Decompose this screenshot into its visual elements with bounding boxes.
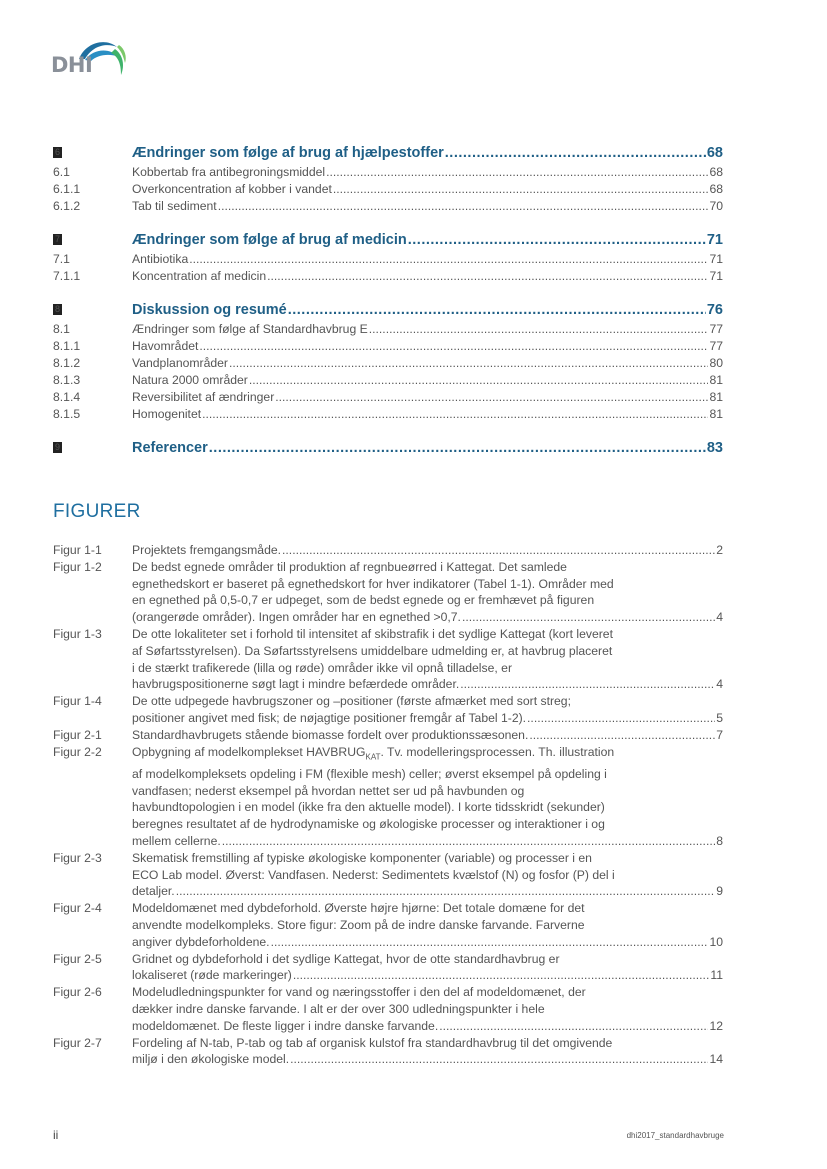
dot-leader: [229, 355, 708, 372]
section-page: 81: [709, 390, 723, 404]
chapter-title: Ændringer som følge af brug af medicin: [132, 232, 407, 248]
figure-caption-line: havbundtopologien i en model (ikke fra den aktuelle model). I korte tidsskridt (sekunder): [132, 800, 605, 815]
figure-entry[interactable]: [53, 693, 723, 727]
figure-caption-line: positioner angivet med fisk; de nøjagtige positioner fremgår af Tabel 1-2).: [132, 710, 527, 725]
dot-leader: [267, 268, 708, 285]
figure-page: 4: [716, 677, 723, 692]
chapter-number: 9: [54, 442, 60, 452]
figure-caption-line: angiver dybdeforholdene.: [132, 934, 270, 949]
table-of-contents: [53, 143, 723, 459]
toc-chapter[interactable]: [53, 438, 723, 458]
figure-caption-line: miljø i den økologiske model.: [132, 1052, 290, 1067]
figure-page: 10: [709, 934, 723, 949]
figure-entry[interactable]: [53, 900, 723, 950]
dot-leader: [439, 1018, 708, 1035]
figure-page: 14: [709, 1052, 723, 1067]
section-page: 68: [709, 165, 723, 179]
dot-leader: [462, 609, 715, 626]
toc-section[interactable]: [53, 355, 723, 372]
figure-entry[interactable]: [53, 984, 723, 1034]
figure-entry[interactable]: [53, 850, 723, 900]
chapter-page: 71: [706, 232, 723, 248]
dot-leader: [529, 727, 715, 744]
section-title: Ændringer som følge af Standardhavbrug E: [132, 322, 368, 336]
toc-section[interactable]: [53, 268, 723, 285]
figure-label: Figur 2-1: [53, 727, 102, 742]
section-number: 6.1: [53, 165, 70, 179]
chapter-title: Diskussion og resumé: [132, 302, 287, 318]
figure-label: Figur 1-3: [53, 626, 102, 641]
figure-entry[interactable]: [53, 951, 723, 985]
logo-text: DHI: [51, 53, 93, 77]
toc-section[interactable]: [53, 251, 723, 268]
section-number: 8.1.5: [53, 407, 81, 421]
figure-entry[interactable]: [53, 559, 723, 626]
dot-leader: [369, 321, 709, 338]
dot-leader: [199, 338, 708, 355]
figure-page: 7: [716, 727, 723, 742]
chapter-number: 8: [54, 304, 60, 314]
figure-caption-line: modeldomænet. De fleste ligger i indre danske farvande.: [132, 1018, 439, 1033]
section-page: 71: [709, 269, 723, 283]
dot-leader: [527, 710, 715, 727]
figures-list: [53, 542, 723, 1068]
figure-caption-line: anvendte modelkompleks. Store figur: Zoom på de indre danske farvande. Farverne: [132, 917, 585, 932]
section-number: 8.1.3: [53, 373, 81, 387]
figure-caption-line: beregnes resultatet af de hydrodynamiske og økologiske processer og interaktioner i og: [132, 817, 605, 832]
toc-section[interactable]: [53, 406, 723, 423]
toc-chapter[interactable]: [53, 143, 723, 163]
figure-caption-line: ECO Lab model. Øverst: Vandfasen. Nederst: Sedimentets kvælstof (N) og fosfor (P) del i: [132, 867, 615, 882]
figure-page: 8: [716, 833, 723, 848]
dot-leader: [222, 833, 715, 850]
figures-heading: FIGURER: [53, 501, 141, 522]
section-number: 7.1.1: [53, 269, 81, 283]
dot-leader: [288, 300, 706, 320]
dot-leader: [333, 181, 709, 198]
figure-caption-line: dækker indre danske farvande. I alt er der over 300 udledningspunkter i hele: [132, 1001, 545, 1016]
figure-caption-line: De otte lokaliteter set i forhold til intensitet af skibstrafik i det sydlige Kattegat (kort leveret: [132, 626, 613, 641]
dot-leader: [460, 676, 715, 693]
dot-leader: [282, 542, 715, 559]
section-number: 7.1: [53, 252, 70, 266]
figure-caption-line: i de stærkt trafikerede (lilla og røde) områder ikke vil opnå tilladelse, er: [132, 660, 512, 675]
toc-section[interactable]: [53, 198, 723, 215]
figure-page: 2: [716, 543, 723, 557]
chapter-title: Ændringer som følge af brug af hjælpestoffer: [132, 145, 444, 161]
dot-leader: [218, 198, 709, 215]
dot-leader: [290, 1051, 708, 1068]
figure-label: Figur 2-6: [53, 985, 102, 1000]
figure-caption-line: af Søfartsstyrelsen). Da Søfartsstyrelsens umiddelbare udmelding er, at havbrug placeret: [132, 643, 613, 658]
figure-caption-line: Modeldomænet med dybdeforhold. Øverste højre hjørne: Det totale domæne for det: [132, 901, 585, 916]
figure-caption-line: Standardhavbrugets stående biomasse fordelt over produktionssæsonen.: [132, 727, 529, 742]
figure-caption-line: Fordeling af N-tab, P-tab og tab af organisk kulstof fra standardhavbrug til det omgivende: [132, 1035, 613, 1050]
figure-page: 9: [716, 884, 723, 899]
section-page: 70: [709, 199, 723, 213]
figure-caption-line: De bedst egnede områder til produktion af regnbueørred i Kattegat. Det samlede: [132, 559, 567, 574]
figure-caption-line: Gridnet og dybdeforhold i det sydlige Kattegat, hvor de otte standardhavbrug er: [132, 951, 560, 966]
figure-page: 11: [710, 968, 723, 983]
figure-entry[interactable]: [53, 744, 723, 850]
section-number: 8.1: [53, 322, 70, 336]
figure-page: 5: [716, 710, 723, 725]
section-page: 71: [709, 252, 723, 266]
figure-caption-line: egnethedskort er baseret på egnethedskort for hver indikatorer (Tabel 1-1). Områder med: [132, 576, 614, 591]
toc-section[interactable]: [53, 321, 723, 338]
figure-label: Figur 2-2: [53, 744, 102, 759]
figure-entry[interactable]: [53, 727, 723, 744]
dot-leader: [326, 164, 708, 181]
toc-section[interactable]: [53, 389, 723, 406]
figure-page: 4: [716, 610, 723, 625]
dot-leader: [408, 230, 706, 250]
figure-caption-line: lokaliseret (røde markeringer): [132, 968, 292, 983]
section-title: Homogenitet: [132, 407, 202, 421]
section-title: Havområdet: [132, 339, 199, 353]
section-page: 77: [709, 322, 723, 336]
section-page: 81: [709, 373, 723, 387]
dot-leader: [275, 389, 708, 406]
figure-caption-line: vandfasen; nederst eksempel på hvordan nettet ser ud på havbunden og: [132, 783, 525, 798]
figure-label: Figur 1-4: [53, 694, 102, 709]
dot-leader: [202, 406, 708, 423]
figure-caption-line: Modeludledningspunkter for vand og næringsstoffer i den del af modeldomænet, der: [132, 985, 586, 1000]
document-id: dhi2017_standardhavbruge: [626, 1131, 724, 1140]
figure-caption-line: en egnethed på 0,5-0,7 er udpeget, som de bedst egnede og er fremhævet på figuren: [132, 593, 595, 608]
chapter-title: Referencer: [132, 440, 208, 456]
section-page: 77: [709, 339, 723, 353]
figure-caption-line: Projektets fremgangsmåde.: [132, 543, 282, 557]
figure-caption-line: mellem cellerne.: [132, 833, 221, 848]
section-number: 8.1.2: [53, 356, 81, 370]
figure-label: Figur 2-3: [53, 850, 102, 865]
figure-caption-line: (orangerøde områder). Ingen områder har en egnethed >0,7.: [132, 610, 461, 625]
figure-entry[interactable]: [53, 626, 723, 693]
dot-leader: [209, 438, 706, 458]
figure-caption-line: Skematisk fremstilling af typiske økologiske komponenter (variable) og processer i en: [132, 850, 592, 865]
section-title: Koncentration af medicin: [132, 269, 267, 283]
dot-leader: [176, 883, 716, 900]
figure-caption-line: havbrugspositionerne søgt lagt i mindre befærdede områder.: [132, 677, 460, 692]
section-title: Reversibilitet af ændringer: [132, 390, 275, 404]
figure-label: Figur 2-5: [53, 951, 102, 966]
section-title: Overkoncentration af kobber i vandet: [132, 182, 332, 196]
section-page: 80: [709, 356, 723, 370]
figure-label: Figur 2-7: [53, 1035, 102, 1050]
section-number: 8.1.1: [53, 339, 81, 353]
chapter-number: 7: [54, 234, 60, 244]
chapter-page: 68: [706, 145, 723, 161]
dot-leader: [271, 934, 709, 951]
chapter-page: 76: [706, 302, 723, 318]
subscript: KAT: [365, 752, 381, 761]
figure-page: 12: [709, 1018, 723, 1033]
chapter-page: 83: [706, 440, 723, 456]
toc-section[interactable]: [53, 372, 723, 389]
figure-label: Figur 2-4: [53, 901, 102, 916]
section-page: 68: [709, 182, 723, 196]
figure-entry[interactable]: [53, 1035, 723, 1069]
section-title: Tab til sediment: [132, 199, 217, 213]
dhi-logo: [51, 33, 127, 79]
section-title: Antibiotika: [132, 252, 189, 266]
figure-caption-line: De otte udpegede havbrugszoner og –positioner (første afmærket med sort streg;: [132, 694, 571, 709]
toc-chapter[interactable]: [53, 230, 723, 250]
dot-leader: [445, 143, 706, 163]
section-title: Kobbertab fra antibegroningsmiddel: [132, 165, 326, 179]
toc-section[interactable]: [53, 164, 723, 181]
toc-chapter[interactable]: [53, 300, 723, 320]
figure-caption-line: Opbygning af modelkomplekset $HAVBRUG_{KAT}$. Tv. modelleringsprocessen. Th. illustration: [132, 744, 615, 761]
chapter-number: 6: [54, 147, 60, 157]
dot-leader: [293, 967, 710, 984]
figure-caption-line: af modelkompleksets opdeling i FM (flexible mesh) celler; øverst eksempel på opdeling i: [132, 766, 607, 781]
section-number: 6.1.2: [53, 199, 81, 213]
figure-label: Figur 1-2: [53, 559, 102, 574]
page-number: ii: [53, 1128, 59, 1142]
figure-label: Figur 1-1: [53, 543, 102, 557]
figure-caption-line: detaljer.: [132, 884, 175, 899]
dot-leader: [249, 372, 709, 389]
section-title: Natura 2000 områder: [132, 373, 248, 387]
section-number: 6.1.1: [53, 182, 81, 196]
section-title: Vandplanområder: [132, 356, 228, 370]
toc-section[interactable]: [53, 338, 723, 355]
figure-entry[interactable]: [53, 542, 723, 559]
section-number: 8.1.4: [53, 390, 81, 404]
toc-section[interactable]: [53, 181, 723, 198]
dot-leader: [189, 251, 708, 268]
section-page: 81: [709, 407, 723, 421]
